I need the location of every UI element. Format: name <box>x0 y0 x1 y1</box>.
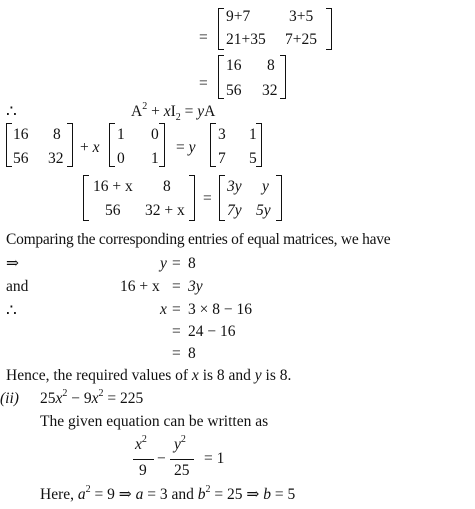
frac1-line <box>133 459 154 460</box>
I-r2c1: 0 <box>117 150 125 167</box>
m2-r1c2: 8 <box>267 57 275 74</box>
bracket-left-1 <box>218 8 224 50</box>
x-rhs-2: 24 − 16 <box>188 323 236 340</box>
equals-sign-1: = <box>199 29 208 46</box>
equals-x3: = <box>172 345 181 362</box>
A2-r2c2: 5 <box>249 150 257 167</box>
equals-x2: = <box>172 323 181 340</box>
part-ii-label: (ii) <box>0 390 19 407</box>
bracket-right-ymat <box>276 175 282 221</box>
therefore-symbol-2: ∴ <box>6 301 17 320</box>
hence-text: Hence, the required values of x is 8 and y is 8. <box>6 367 292 384</box>
sum-r1c1: 16 + x <box>93 178 133 195</box>
bracket-left-A1 <box>6 123 12 167</box>
frac1-den: 9 <box>139 462 147 479</box>
minus-sign: − <box>157 450 166 467</box>
sum-r1c2: 8 <box>163 178 171 195</box>
frac1-num: $x^2$ <box>135 434 147 453</box>
A1-r1c2: 8 <box>53 126 61 143</box>
bracket-right-2 <box>280 55 286 99</box>
here-line: Here, $a^2 = 9$ ⇒ a = 3 and $b^2 = 25$ ⇒ b = 5 <box>40 484 296 503</box>
frac2-den: 25 <box>174 462 190 479</box>
frac2-line <box>170 459 194 460</box>
equals-y: = y <box>176 139 196 156</box>
A1-r2c1: 56 <box>13 150 29 167</box>
frac-rhs: = 1 <box>204 450 225 467</box>
x-rhs-1: 3 × 8 − 16 <box>188 301 252 318</box>
equation-ii: $25x^2 - 9x^2 = 225$ <box>40 388 144 407</box>
bracket-right-A1 <box>67 123 73 167</box>
frac2-num: $y^2$ <box>174 434 186 453</box>
ymat-r1c2: y <box>262 178 269 195</box>
I-r2c2: 1 <box>151 150 159 167</box>
bracket-left-sum <box>83 175 89 221</box>
ymat-r1c1: 3y <box>227 178 242 195</box>
bracket-right-1 <box>326 8 332 50</box>
bracket-left-2 <box>218 55 224 99</box>
equals-x1: = <box>172 301 181 318</box>
equation-a2-xi2-ya: $A^2 + xI_2$ = yA <box>131 101 216 123</box>
I-r1c1: 1 <box>117 126 125 143</box>
A1-r2c2: 32 <box>48 150 64 167</box>
m1-r1c2: 3+5 <box>289 8 314 25</box>
bracket-left-A2 <box>210 123 216 167</box>
A2-r1c1: 3 <box>218 126 226 143</box>
plus-x: + x <box>80 139 100 156</box>
m1-r2c2: 7+25 <box>285 31 317 48</box>
given-eq-text: The given equation can be written as <box>40 413 269 430</box>
m1-r1c1: 9+7 <box>226 8 251 25</box>
comparing-text: Comparing the corresponding entries of equal matrices, we have <box>6 231 391 248</box>
y-value: 8 <box>188 255 196 272</box>
A1-r1c1: 16 <box>13 126 29 143</box>
equals-sign-3: = <box>203 190 212 207</box>
three-y: 3y <box>188 278 203 295</box>
I-r1c2: 0 <box>151 126 159 143</box>
sum-r2c2: 32 + x <box>145 202 185 219</box>
m2-r2c2: 32 <box>262 82 278 99</box>
bracket-right-sum <box>189 175 195 221</box>
and-text: and <box>6 278 29 295</box>
equals-sign-2: = <box>199 75 208 92</box>
therefore-symbol-1: ∴ <box>6 102 17 121</box>
A2-r2c1: 7 <box>218 150 226 167</box>
implies-symbol: ⇒ <box>6 255 19 272</box>
equals-y8: = <box>172 255 181 272</box>
ymat-r2c2: 5y <box>256 202 271 219</box>
bracket-right-I <box>159 123 165 167</box>
bracket-right-A2 <box>256 123 262 167</box>
bracket-left-ymat <box>219 175 225 221</box>
x-var: x <box>160 301 167 318</box>
y-var: y <box>160 255 167 272</box>
m1-r2c1: 21+35 <box>226 31 266 48</box>
m2-r1c1: 16 <box>226 57 242 74</box>
equals-3y: = <box>172 278 181 295</box>
bracket-left-I <box>109 123 115 167</box>
x-rhs-3: 8 <box>188 345 196 362</box>
sixteen-plus-x: 16 + x <box>120 278 160 295</box>
A2-r1c2: 1 <box>249 126 257 143</box>
ymat-r2c1: 7y <box>227 202 242 219</box>
m2-r2c1: 56 <box>226 82 242 99</box>
sum-r2c1: 56 <box>105 202 121 219</box>
